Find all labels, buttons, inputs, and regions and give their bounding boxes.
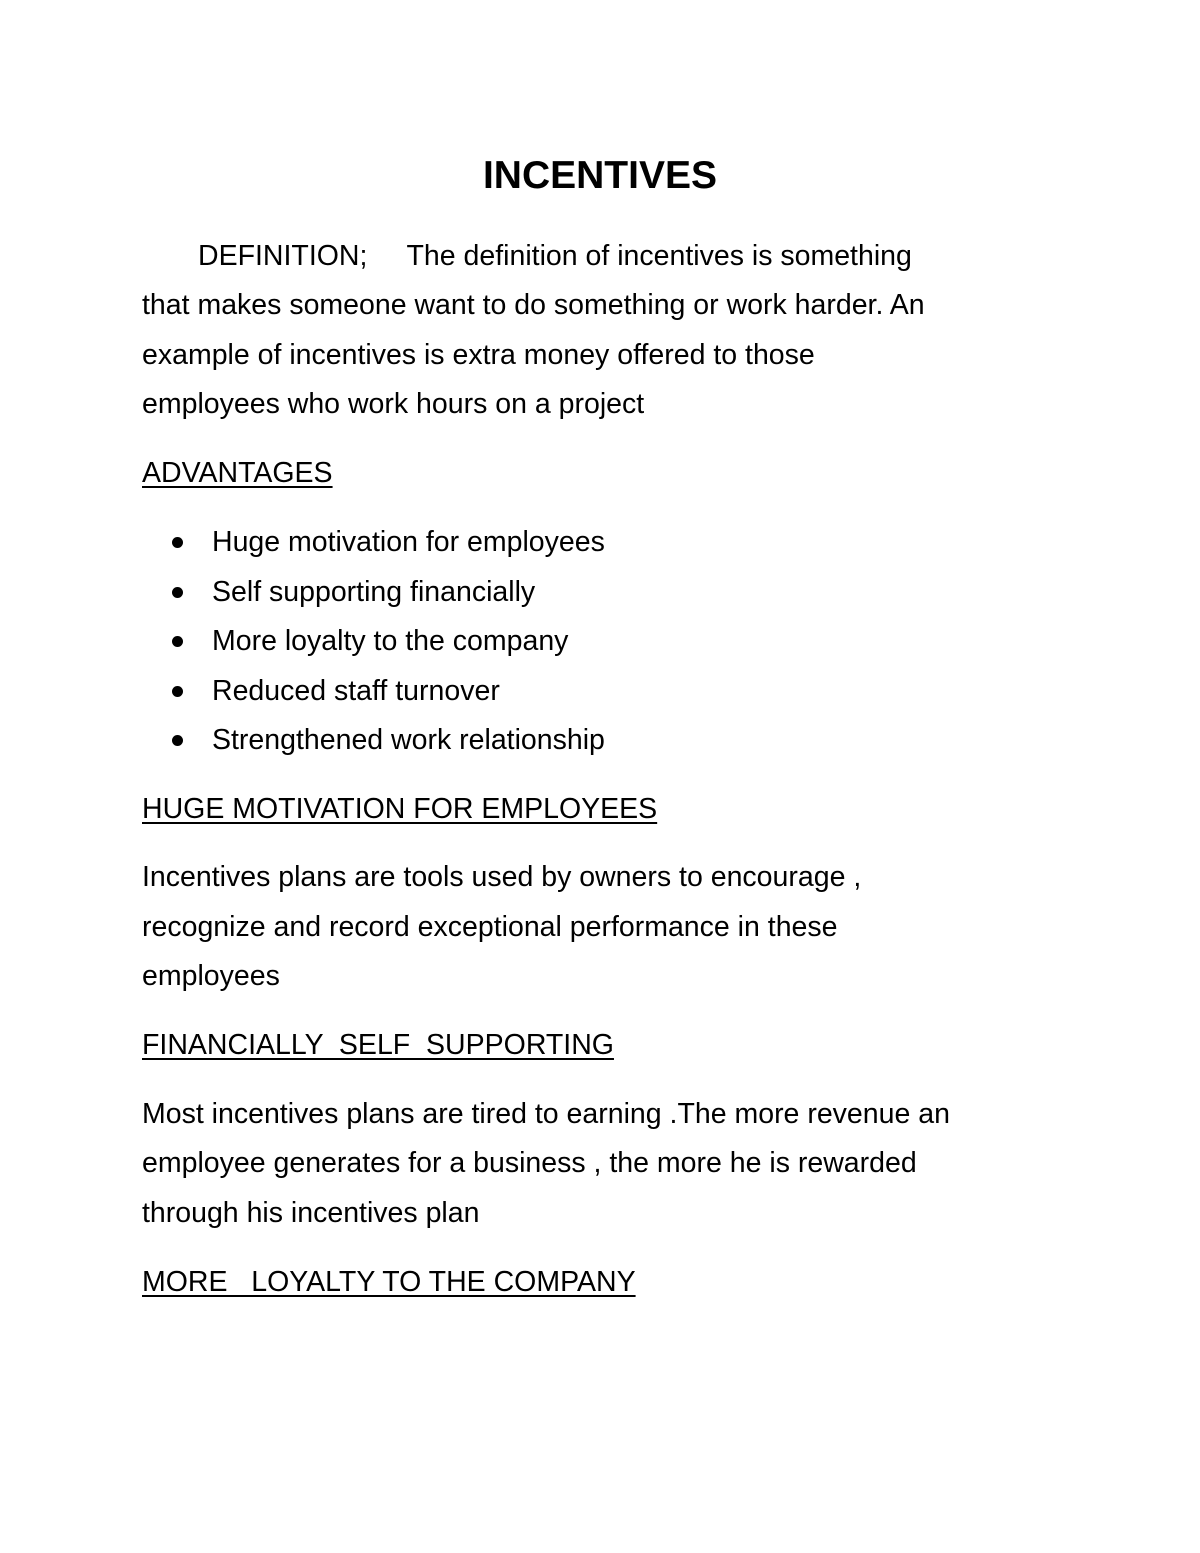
list-item-text: Reduced staff turnover [212,675,500,707]
definition-line-2: that makes someone want to do something or work harder. An [142,289,925,321]
definition-line-4: employees who work hours on a project [142,388,645,420]
financial-line-3: through his incentives plan [142,1197,480,1229]
definition-line-1 [198,236,912,276]
motivation-line-3: employees [142,960,280,992]
bullet-icon [172,587,183,598]
definition-text-1: The definition of incentives is something [406,240,912,272]
definition-label: DEFINITION; [198,240,368,272]
bullet-icon [172,636,183,647]
list-item-text: More loyalty to the company [212,625,569,657]
motivation-line-1: Incentives plans are tools used by owners to encourage , [142,861,862,893]
bullet-icon [172,735,183,746]
document-title: INCENTIVES [482,154,718,197]
financial-heading: FINANCIALLY SELF SUPPORTING [142,1029,614,1061]
advantages-heading: ADVANTAGES [142,457,333,489]
list-item-text: Huge motivation for employees [212,526,605,558]
financial-line-1: Most incentives plans are tired to earning .The more revenue an [142,1098,950,1130]
motivation-line-2: recognize and record exceptional performance in these [142,911,838,943]
list-item-text: Self supporting financially [212,576,536,608]
bullet-icon [172,686,183,697]
motivation-heading: HUGE MOTIVATION FOR EMPLOYEES [142,793,658,825]
loyalty-heading: MORE LOYALTY TO THE COMPANY [142,1266,636,1298]
list-item-text: Strengthened work relationship [212,724,605,756]
bullet-icon [172,537,183,548]
definition-spacer [367,240,406,272]
financial-line-2: employee generates for a business , the more he is rewarded [142,1147,917,1179]
definition-line-3: example of incentives is extra money offered to those [142,339,815,371]
